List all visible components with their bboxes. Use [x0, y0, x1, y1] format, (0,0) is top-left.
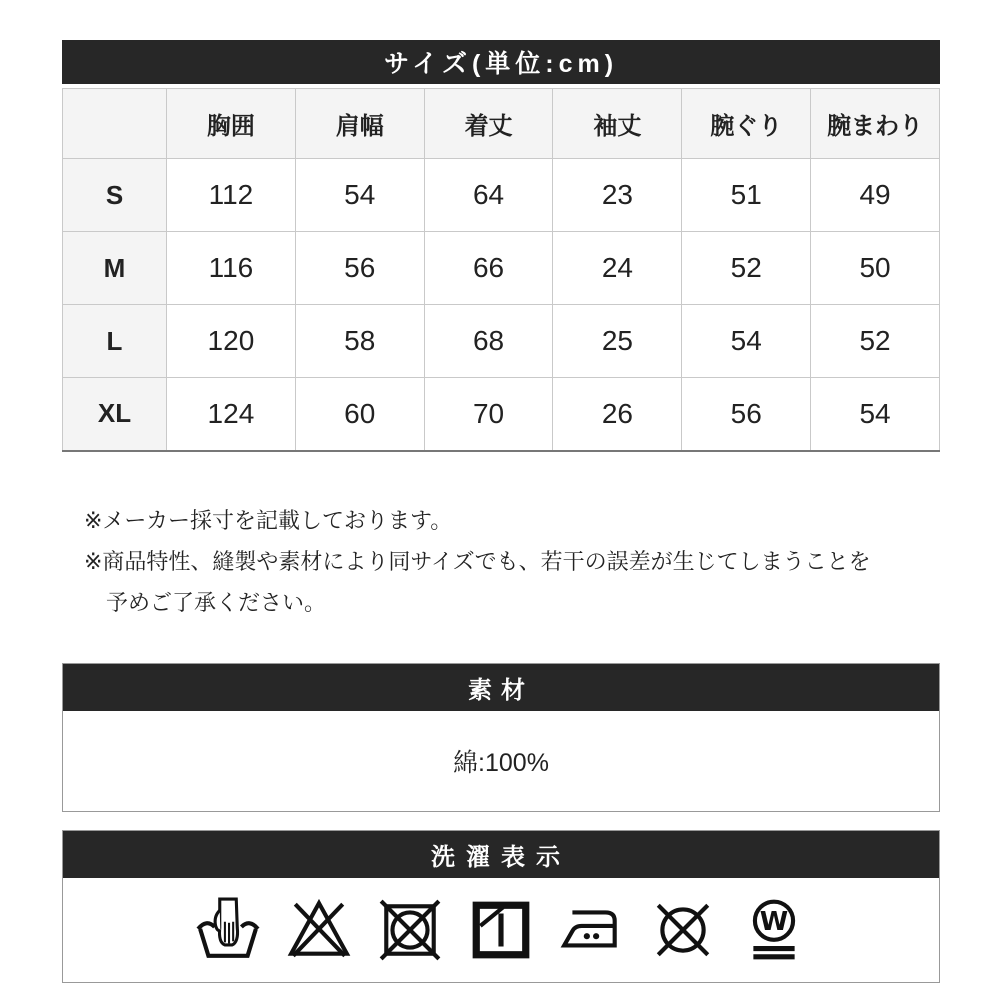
- line-dry-in-shade-icon: [468, 897, 534, 963]
- column-header-chest: 胸囲: [167, 89, 296, 159]
- cell: 52: [811, 305, 940, 378]
- size-section-header: [62, 40, 940, 84]
- cell: 120: [167, 305, 296, 378]
- gentle-wet-clean-icon: [741, 897, 807, 963]
- material-section: [62, 663, 940, 812]
- column-header-arm-circumference: 腕まわり: [811, 89, 940, 159]
- cell: 50: [811, 232, 940, 305]
- cell: 58: [295, 305, 424, 378]
- row-label: L: [63, 305, 167, 378]
- table-row-s: [63, 159, 940, 232]
- size-section-title: サイズ(単位:cm): [383, 50, 619, 78]
- cell: 51: [682, 159, 811, 232]
- material-section-title: 素材: [468, 677, 534, 704]
- corner-cell: [63, 89, 167, 159]
- size-table: [62, 88, 940, 452]
- cell: 24: [553, 232, 682, 305]
- note-line-1: ※メーカー採寸を記載しております。: [84, 508, 453, 533]
- cell: 56: [682, 378, 811, 451]
- material-value: 綿:100%: [453, 749, 549, 777]
- cell: 66: [424, 232, 553, 305]
- row-label: M: [63, 232, 167, 305]
- note-line-2: ※商品特性、縫製や素材により同サイズでも、若干の誤差が生じてしまうことを: [84, 549, 871, 574]
- cell: 60: [295, 378, 424, 451]
- size-section: [62, 40, 940, 452]
- do-not-dry-clean-icon: [650, 897, 716, 963]
- cell: 26: [553, 378, 682, 451]
- column-header-shoulder: 肩幅: [295, 89, 424, 159]
- wet-clean-letter: W: [759, 907, 789, 937]
- cell: 49: [811, 159, 940, 232]
- iron-medium-heat-icon: [559, 897, 625, 963]
- column-header-armhole: 腕ぐり: [682, 89, 811, 159]
- hand-wash-icon: [195, 897, 261, 963]
- column-header-length: 着丈: [424, 89, 553, 159]
- notes: [84, 500, 924, 623]
- cell: 23: [553, 159, 682, 232]
- cell: 112: [167, 159, 296, 232]
- cell: 25: [553, 305, 682, 378]
- care-symbols-row: [63, 878, 939, 982]
- column-header-sleeve: 袖丈: [553, 89, 682, 159]
- cell: 56: [295, 232, 424, 305]
- cell: 54: [295, 159, 424, 232]
- material-section-header: [63, 664, 939, 711]
- table-row-l: [63, 305, 940, 378]
- note-line-3: 予めご了承ください。: [106, 590, 327, 615]
- cell: 54: [811, 378, 940, 451]
- row-label: XL: [63, 378, 167, 451]
- do-not-bleach-icon: [286, 897, 352, 963]
- table-row-m: [63, 232, 940, 305]
- cell: 124: [167, 378, 296, 451]
- cell: 70: [424, 378, 553, 451]
- care-section: [62, 830, 940, 983]
- material-body: [63, 711, 939, 811]
- cell: 68: [424, 305, 553, 378]
- cell: 54: [682, 305, 811, 378]
- row-label: S: [63, 159, 167, 232]
- cell: 116: [167, 232, 296, 305]
- cell: 64: [424, 159, 553, 232]
- care-section-header: [63, 831, 939, 878]
- cell: 52: [682, 232, 811, 305]
- size-table-header-row: [63, 89, 940, 159]
- table-row-xl: [63, 378, 940, 451]
- do-not-tumble-dry-icon: [377, 897, 443, 963]
- care-section-title: 洗濯表示: [431, 844, 571, 871]
